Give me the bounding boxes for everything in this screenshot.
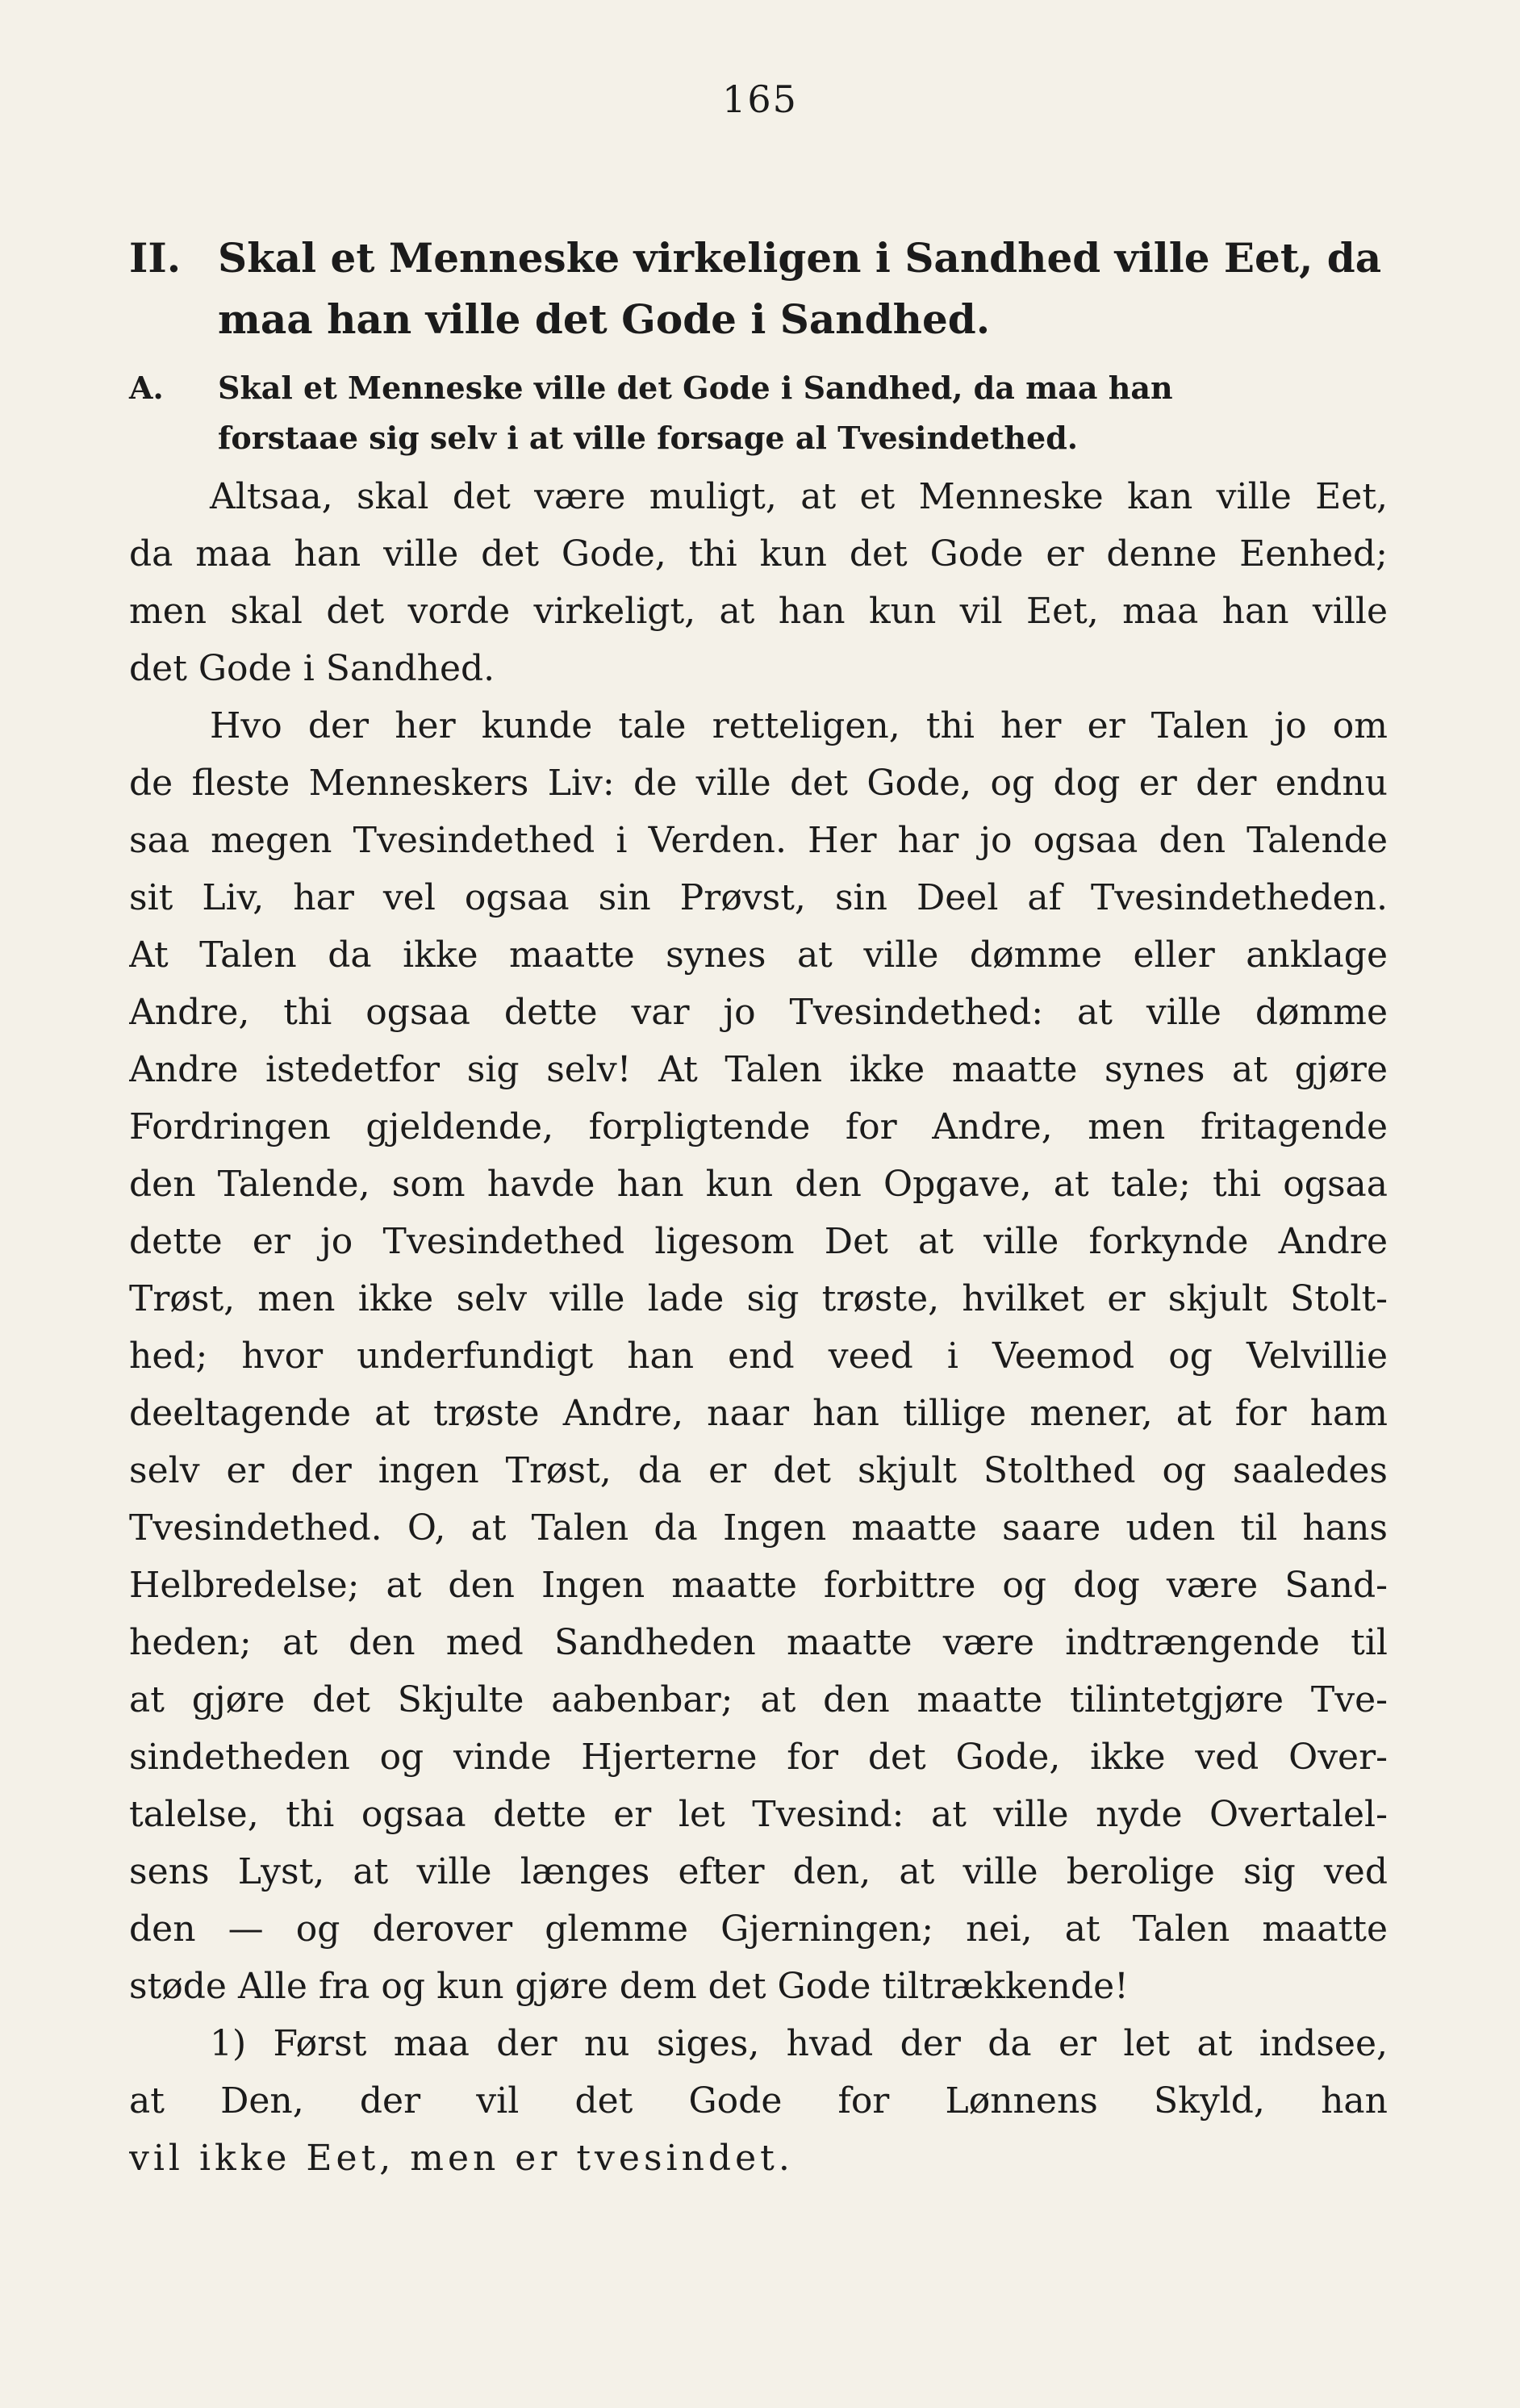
subsection-heading bbox=[129, 363, 1388, 463]
text-line: Altsaa, skal det være muligt, at et Menneske kan ville Eet, bbox=[210, 476, 1388, 517]
text-line: da maa han ville det Gode, thi kun det Gode er denne Eenhed; bbox=[129, 533, 1388, 575]
subsection-letter: A. bbox=[129, 370, 164, 406]
text-line: sit Liv, har vel ogsaa sin Prøvst, sin Deel af Tvesindetheden. bbox=[129, 877, 1388, 918]
text-line: det Gode i Sandhed. bbox=[129, 648, 495, 689]
text-line: vil ikke Eet, men er tvesindet. bbox=[129, 2138, 794, 2179]
subsection-heading-line: forstaae sig selv i at ville forsage al Tvesindethed. bbox=[218, 420, 1079, 456]
text-line: Trøst, men ikke selv ville lade sig trøste, hvilket er skjult Stolt- bbox=[129, 1278, 1388, 1319]
text-line: deeltagende at trøste Andre, naar han tillige mener, at for ham bbox=[129, 1393, 1388, 1434]
section-number: II. bbox=[129, 234, 182, 282]
page-number: 165 bbox=[722, 77, 798, 121]
text-line: heden; at den med Sandheden maatte være indtrængende til bbox=[129, 1622, 1388, 1663]
text-line: Andre, thi ogsaa dette var jo Tvesindethed: at ville dømme bbox=[129, 992, 1388, 1033]
section-heading-line: maa han ville det Gode i Sandhed. bbox=[218, 295, 991, 343]
section-heading bbox=[129, 228, 1388, 350]
subsection-heading-line: Skal et Menneske ville det Gode i Sandhed, da maa han bbox=[218, 370, 1173, 406]
text-line: hed; hvor underfundigt han end veed i Veemod og Velvillie bbox=[129, 1336, 1388, 1377]
text-line: Helbredelse; at den Ingen maatte forbittre og dog være Sand- bbox=[129, 1565, 1388, 1606]
text-line: støde Alle fra og kun gjøre dem det Gode tiltrækkende! bbox=[129, 1966, 1129, 2007]
text-line: sens Lyst, at ville længes efter den, at ville berolige sig ved bbox=[129, 1851, 1388, 1892]
text-line: dette er jo Tvesindethed ligesom Det at ville forkynde Andre bbox=[129, 1221, 1388, 1262]
text-line: selv er der ingen Trøst, da er det skjult Stolthed og saaledes bbox=[129, 1450, 1388, 1491]
text-line: Hvo der her kunde tale retteligen, thi her er Talen jo om bbox=[210, 705, 1388, 746]
text-line: den Talende, som havde han kun den Opgave, at tale; thi ogsaa bbox=[129, 1164, 1388, 1205]
text-line: de fleste Menneskers Liv: de ville det Gode, og dog er der endnu bbox=[129, 763, 1388, 804]
text-line: at gjøre det Skjulte aabenbar; at den maatte tilintetgjøre Tve- bbox=[129, 1679, 1388, 1720]
text-line: Fordringen gjeldende, forpligtende for Andre, men fritagende bbox=[129, 1106, 1388, 1148]
text-line: men skal det vorde virkeligt, at han kun vil Eet, maa han ville bbox=[129, 591, 1388, 632]
text-line: saa megen Tvesindethed i Verden. Her har jo ogsaa den Talende bbox=[129, 820, 1388, 861]
text-line: talelse, thi ogsaa dette er let Tvesind: at ville nyde Overtalel- bbox=[129, 1794, 1388, 1835]
text-line: At Talen da ikke maatte synes at ville dømme eller anklage bbox=[129, 934, 1388, 976]
text-line: 1) Først maa der nu siges, hvad der da er let at indsee, bbox=[210, 2023, 1388, 2064]
text-line: den — og derover glemme Gjerningen; nei, at Talen maatte bbox=[129, 1908, 1388, 1950]
text-line: Andre istedetfor sig selv! At Talen ikke maatte synes at gjøre bbox=[129, 1049, 1388, 1090]
section-heading-line: Skal et Menneske virkeligen i Sandhed ville Eet, da bbox=[218, 234, 1382, 282]
text-line: Tvesindethed. O, at Talen da Ingen maatte saare uden til hans bbox=[129, 1507, 1388, 1549]
body-text bbox=[129, 468, 1388, 2187]
text-line: at Den, der vil det Gode for Lønnens Skyld, han bbox=[129, 2080, 1388, 2122]
text-line: sindetheden og vinde Hjerterne for det Gode, ikke ved Over- bbox=[129, 1737, 1388, 1778]
